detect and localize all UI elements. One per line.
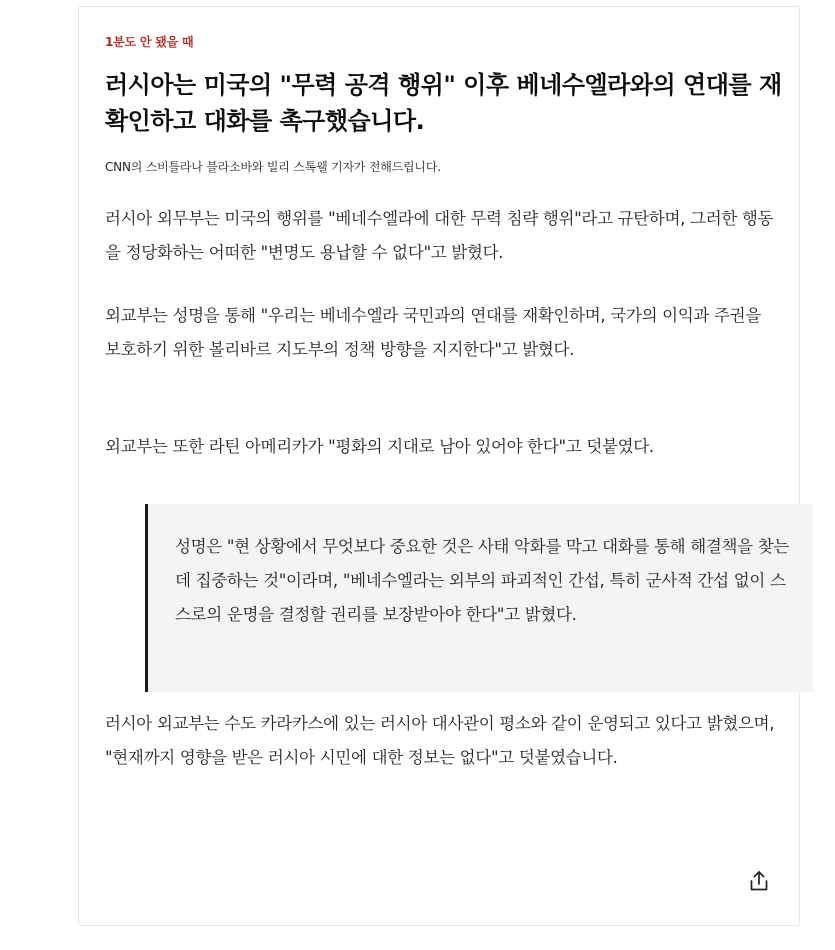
share-icon [747,869,771,893]
share-button[interactable] [747,869,771,893]
article-paragraph-3: 외교부는 또한 라틴 아메리카가 "평화의 지대로 남아 있어야 한다"고 덧붙였다. [105,437,654,456]
article-headline: 러시아는 미국의 "무력 공격 행위" 이후 베네수엘라와의 연대를 재확인하고 대화를 촉구했습니다. [105,71,782,135]
article-card [78,6,800,926]
article-blockquote [145,504,813,692]
article-byline: CNN의 스비틀라나 블라소바와 빌리 스톡웰 기자가 전해드립니다. [105,160,441,174]
article-paragraph-2: 외교부는 성명을 통해 "우리는 베네수엘라 국민과의 연대를 재확인하며, 국가의 이익과 주권을 보호하기 위한 볼리바르 지도부의 정책 방향을 지지한다"고 밝혔다. [105,306,761,359]
article-paragraph-1: 러시아 외무부는 미국의 행위를 "베네수엘라에 대한 무력 침략 행위"라고 규탄하며, 그러한 행동을 정당화하는 어떠한 "변명도 용납할 수 없다"고 밝혔다. [105,209,774,262]
blockquote-text: 성명은 "현 상황에서 무엇보다 중요한 것은 사태 악화를 막고 대화를 통해 해결책을 찾는 데 집중하는 것"이라며, "베네수엘라는 외부의 파괴적인 간섭, 특히 군사적 간섭 없이 스스로의 운명을 결정할 권리를 보장받아야 한다"고 밝혔다. [175,537,789,624]
article-paragraph-4: 러시아 외교부는 수도 카라카스에 있는 러시아 대사관이 평소와 같이 운영되고 있다고 밝혔으며, "현재까지 영향을 받은 러시아 시민에 대한 정보는 없다"고 덧붙였습니다. [105,714,775,767]
post-timestamp: 1분도 안 됐을 때 [105,35,194,49]
